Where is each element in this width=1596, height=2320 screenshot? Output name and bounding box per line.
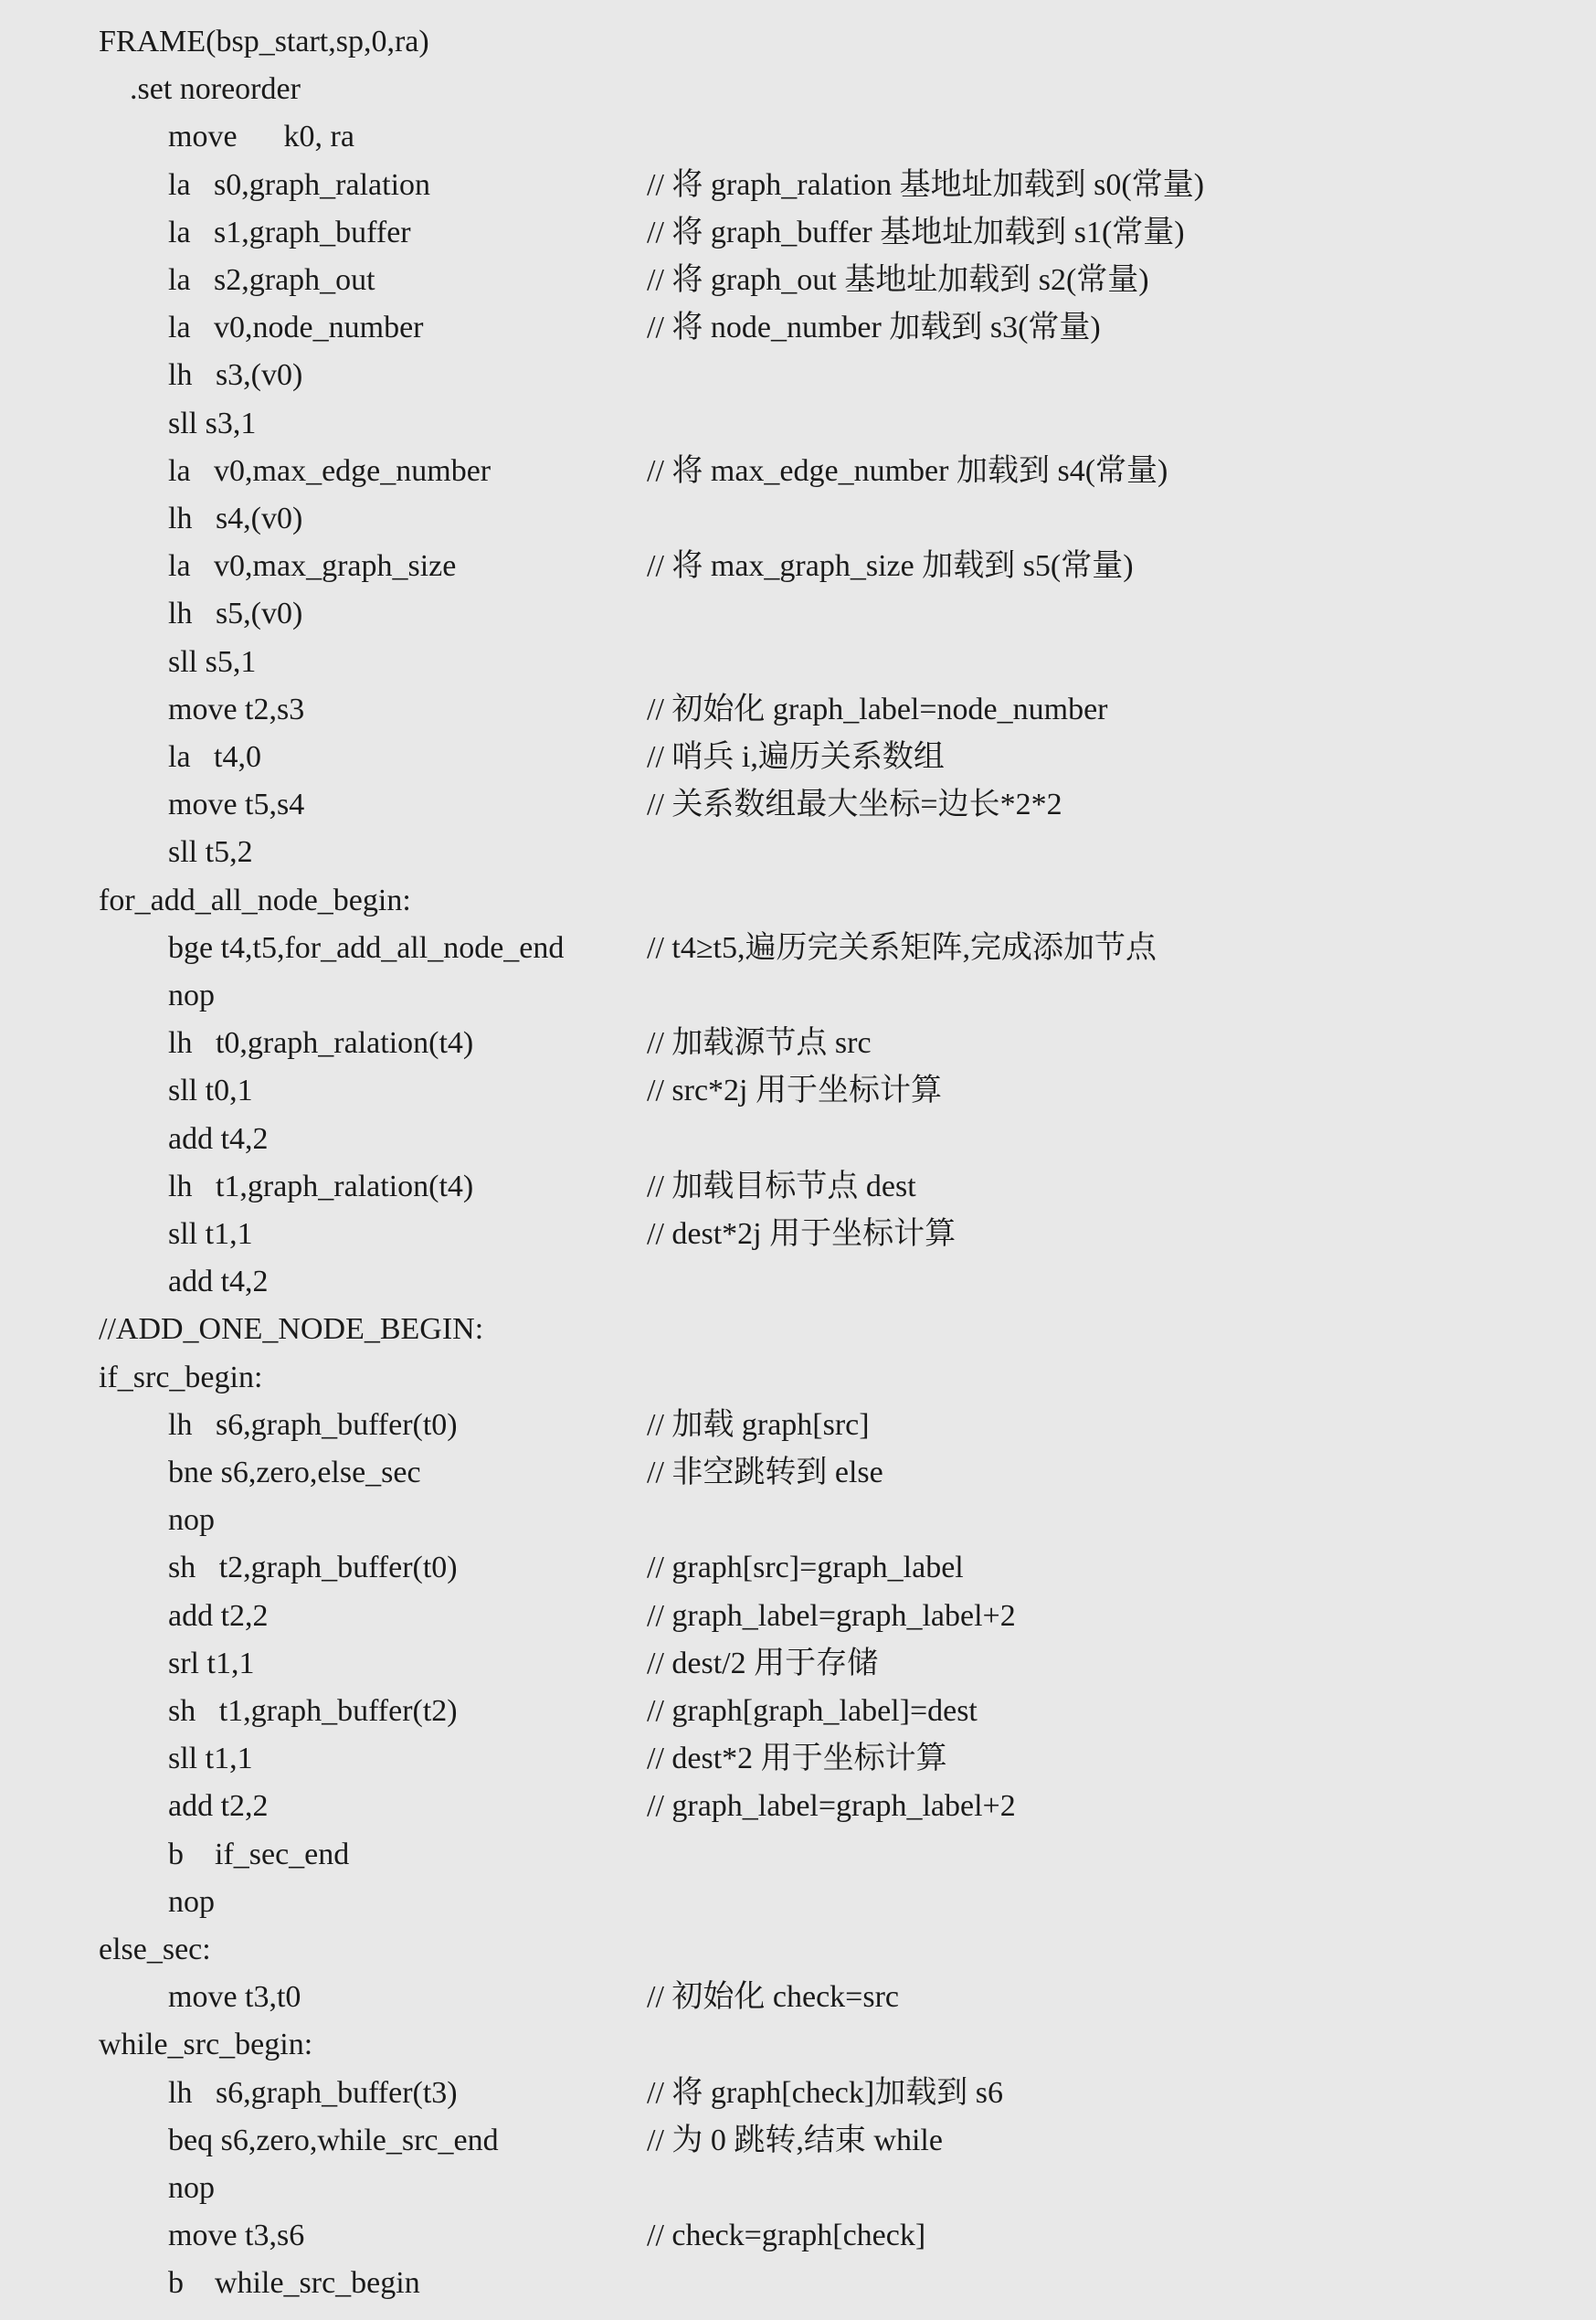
code-line	[0, 1402, 1596, 1449]
code-line	[0, 1544, 1596, 1592]
code-comment: // 为 0 跳转,结束 while	[647, 2123, 943, 2157]
code-text: add t4,2	[168, 1121, 269, 1156]
code-comment: // 关系数组最大坐标=边长*2*2	[647, 788, 1062, 822]
code-text: la s0,graph_ralation	[168, 167, 431, 202]
code-line	[0, 1449, 1596, 1497]
code-text: .set noreorder	[130, 72, 301, 107]
code-text: b while_src_begin	[168, 2266, 420, 2301]
code-text: nop	[168, 1884, 215, 1919]
code-line	[0, 1688, 1596, 1735]
code-text: lh t1,graph_ralation(t4)	[168, 1169, 474, 1203]
code-comment: // dest*2j 用于坐标计算	[647, 1217, 957, 1251]
code-comment: // 将 max_edge_number 加载到 s4(常量)	[647, 453, 1168, 488]
code-comment: // 初始化 graph_label=node_number	[647, 692, 1108, 726]
code-text: sll t0,1	[168, 1074, 253, 1108]
code-comment: // 非空跳转到 else	[647, 1456, 883, 1489]
code-line	[0, 2021, 1596, 2069]
code-text: nop	[168, 979, 215, 1012]
code-comment: // graph_label=graph_label+2	[647, 1789, 1016, 1824]
code-text: lh s4,(v0)	[168, 502, 303, 535]
code-comment: // 加载源节点 src	[647, 1026, 872, 1061]
code-line	[0, 18, 1596, 66]
code-line	[0, 1020, 1596, 1067]
code-line	[0, 257, 1596, 304]
code-line	[0, 1735, 1596, 1783]
code-line	[0, 781, 1596, 829]
code-text: add t2,2	[168, 1789, 269, 1824]
code-line	[0, 925, 1596, 972]
code-text: add t2,2	[168, 1598, 269, 1633]
code-comment: // graph_label=graph_label+2	[647, 1598, 1016, 1633]
code-text: lh t0,graph_ralation(t4)	[168, 1026, 474, 1061]
code-comment: // 将 graph_ralation 基地址加载到 s0(常量)	[647, 167, 1205, 202]
code-text: sll t1,1	[168, 1217, 253, 1251]
code-line	[0, 543, 1596, 590]
code-line	[0, 639, 1596, 686]
code-text: la v0,max_edge_number	[168, 453, 491, 488]
code-line	[0, 162, 1596, 209]
code-text: lh s6,graph_buffer(t3)	[168, 2075, 458, 2110]
code-text: move t3,s6	[168, 2219, 305, 2253]
code-text: srl t1,1	[168, 1646, 255, 1680]
code-text: la v0,max_graph_size	[168, 549, 457, 584]
code-comment: // 将 graph_out 基地址加载到 s2(常量)	[647, 263, 1149, 297]
code-comment: // dest*2 用于坐标计算	[647, 1742, 947, 1776]
code-line	[0, 495, 1596, 543]
code-text: b if_sec_end	[168, 1837, 350, 1871]
code-line	[0, 1974, 1596, 2021]
code-text: while_src_begin:	[99, 2028, 313, 2062]
code-comment: // 将 graph[check]加载到 s6	[647, 2075, 1003, 2110]
code-comment: // 加载目标节点 dest	[647, 1169, 916, 1203]
code-line	[0, 1783, 1596, 1830]
code-text: for_add_all_node_begin:	[99, 883, 411, 917]
code-line	[0, 1116, 1596, 1163]
code-line	[0, 1640, 1596, 1688]
code-text: sh t1,graph_buffer(t2)	[168, 1694, 458, 1728]
code-line	[0, 1879, 1596, 1926]
code-text: //ADD_ONE_NODE_BEGIN:	[99, 1312, 484, 1347]
code-comment: // src*2j 用于坐标计算	[647, 1074, 942, 1108]
code-text: sll s3,1	[168, 406, 257, 440]
code-line	[0, 2165, 1596, 2212]
code-line	[0, 113, 1596, 161]
code-line	[0, 1593, 1596, 1640]
code-line	[0, 304, 1596, 352]
code-line	[0, 400, 1596, 448]
code-comment: // check=graph[check]	[647, 2219, 926, 2253]
code-line	[0, 352, 1596, 399]
code-line	[0, 1497, 1596, 1544]
code-line	[0, 66, 1596, 113]
code-comment: // 将 node_number 加载到 s3(常量)	[647, 311, 1101, 345]
code-line	[0, 877, 1596, 925]
code-comment: // graph[graph_label]=dest	[647, 1694, 978, 1728]
code-text: sll t1,1	[168, 1742, 253, 1776]
code-comment: // 将 graph_buffer 基地址加载到 s1(常量)	[647, 215, 1185, 249]
code-comment: // 将 max_graph_size 加载到 s5(常量)	[647, 549, 1134, 584]
code-line	[0, 1258, 1596, 1306]
code-line	[0, 2212, 1596, 2260]
code-comment: // t4≥t5,遍历完关系矩阵,完成添加节点	[647, 930, 1157, 965]
code-comment: // 加载 graph[src]	[647, 1407, 870, 1442]
code-text: bge t4,t5,for_add_all_node_end	[168, 930, 565, 965]
code-text: lh s3,(v0)	[168, 358, 303, 393]
code-comment: // 初始化 check=src	[647, 1980, 899, 2015]
code-comment: // dest/2 用于存储	[647, 1646, 879, 1680]
code-line	[0, 686, 1596, 734]
code-line	[0, 448, 1596, 495]
code-line	[0, 209, 1596, 257]
code-text: sh t2,graph_buffer(t0)	[168, 1551, 458, 1585]
code-text: lh s6,graph_buffer(t0)	[168, 1407, 458, 1442]
code-text: nop	[168, 1503, 215, 1538]
code-text: nop	[168, 2171, 215, 2205]
code-text: else_sec:	[99, 1933, 211, 1966]
code-text: sll t5,2	[168, 835, 253, 870]
code-line	[0, 590, 1596, 638]
code-line	[0, 2260, 1596, 2307]
code-text: la v0,node_number	[168, 311, 424, 345]
code-text: move k0, ra	[168, 120, 354, 154]
code-line	[0, 1354, 1596, 1402]
code-text: move t2,s3	[168, 692, 305, 726]
code-text: sll s5,1	[168, 644, 257, 679]
code-text: la t4,0	[168, 740, 261, 774]
code-line	[0, 2117, 1596, 2165]
code-line	[0, 1211, 1596, 1258]
code-text: add t4,2	[168, 1265, 269, 1299]
code-text: lh s5,(v0)	[168, 597, 303, 631]
code-line	[0, 1306, 1596, 1353]
code-line	[0, 2070, 1596, 2117]
code-text: bne s6,zero,else_sec	[168, 1456, 421, 1489]
code-text: la s1,graph_buffer	[168, 215, 411, 249]
code-line	[0, 1926, 1596, 1974]
code-line	[0, 1163, 1596, 1211]
code-text: FRAME(bsp_start,sp,0,ra)	[99, 25, 429, 58]
code-line	[0, 734, 1596, 781]
code-text: move t5,s4	[168, 788, 305, 822]
code-line	[0, 1067, 1596, 1115]
code-comment: // graph[src]=graph_label	[647, 1551, 964, 1585]
code-line	[0, 829, 1596, 876]
code-text: la s2,graph_out	[168, 263, 375, 297]
code-text: move t3,t0	[168, 1980, 301, 2015]
code-comment: // 哨兵 i,遍历关系数组	[647, 740, 945, 774]
code-text: beq s6,zero,while_src_end	[168, 2123, 499, 2157]
code-line	[0, 972, 1596, 1020]
code-line	[0, 1831, 1596, 1879]
code-text: if_src_begin:	[99, 1360, 263, 1394]
